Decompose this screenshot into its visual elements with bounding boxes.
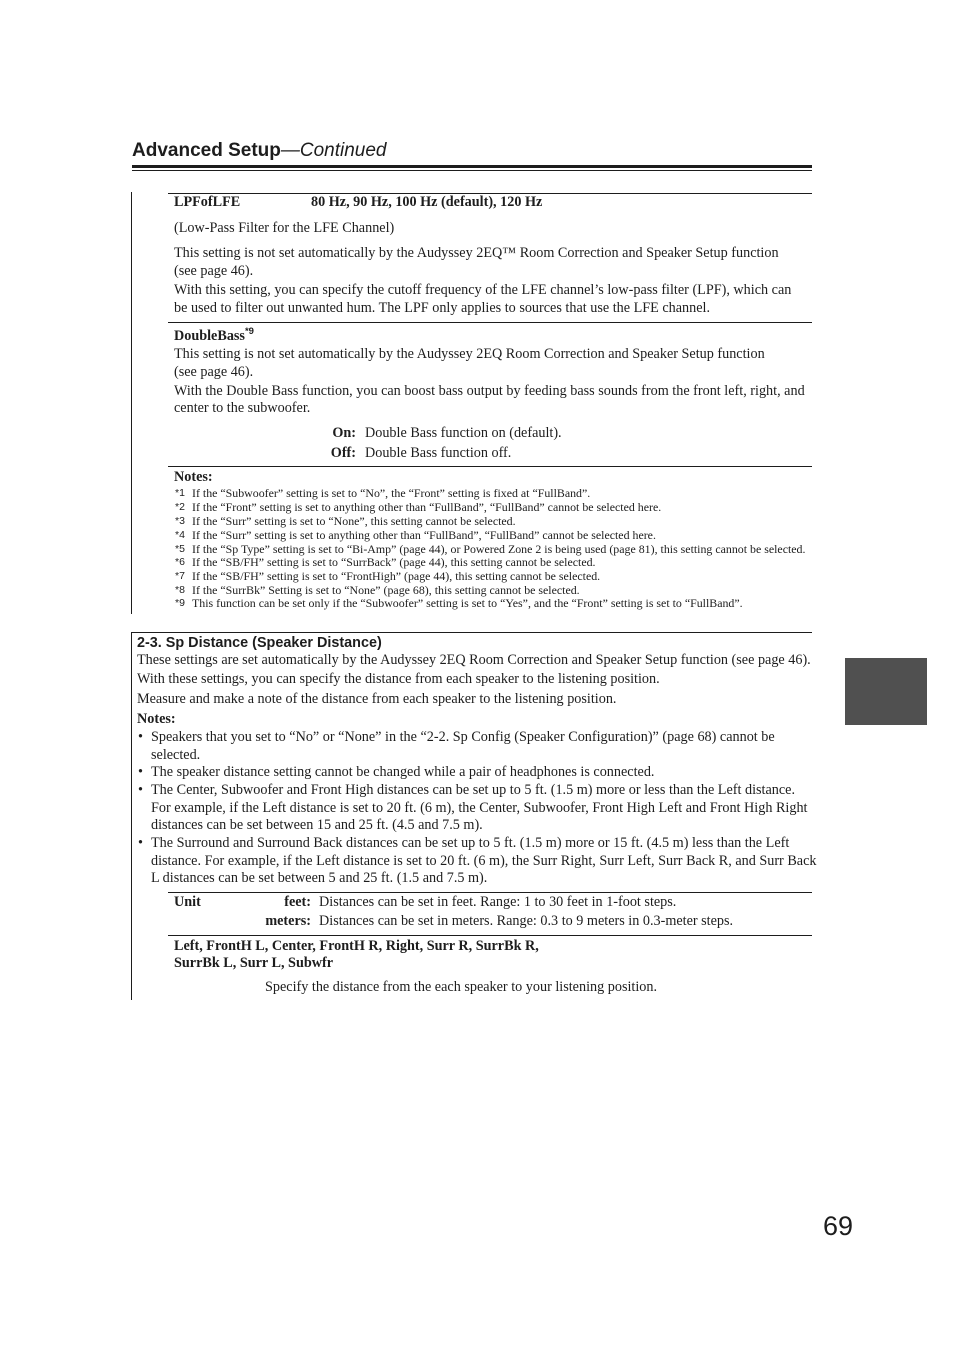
divider — [168, 322, 812, 323]
footnote-mark: *6 — [175, 556, 185, 568]
footnote-text: If the “Sp Type” setting is set to “Bi-Amp” (page 44), or Powered Zone 2 is being used (page 81), this setting cannot be selected. — [192, 542, 806, 556]
bullet-line: For example, if the Left distance is set to 20 ft. (6 m), the Center, Subwoofer, Front High Left and Front High Right — [151, 800, 808, 816]
bullet-icon: • — [138, 835, 143, 851]
footnote-text: If the “SB/FH” setting is set to “SurrBack” (page 44), this setting cannot be selected. — [192, 555, 596, 569]
double-bass-desc-line: With the Double Bass function, you can boost bass output by feeding bass sounds from the front left, right, and — [174, 383, 805, 399]
speaker-list-desc: Specify the distance from the each speaker to your listening position. — [265, 979, 658, 995]
option-key-off: Off: — [330, 445, 356, 461]
sp-distance-intro-line: With these settings, you can specify the distance from each speaker to the listening position. — [137, 671, 660, 687]
lpf-desc-line: With this setting, you can specify the cutoff frequency of the LFE channel’s low-pass filter (LPF), which can — [174, 282, 792, 298]
header-rule-thin — [132, 170, 812, 171]
unit-desc-meters: Distances can be set in meters. Range: 0.3 to 9 meters in 0.3-meter steps. — [319, 913, 734, 929]
option-desc-on: Double Bass function on (default). — [365, 425, 562, 441]
bullet-icon: • — [138, 764, 143, 780]
footnote-text: If the “SB/FH” setting is set to “FrontHigh” (page 44), this setting cannot be selected. — [192, 569, 601, 583]
section-header — [132, 139, 387, 163]
unit-label: Unit — [174, 894, 201, 910]
footnote-mark: *1 — [175, 487, 185, 499]
double-bass-desc-line: This setting is not set automatically by the Audyssey 2EQ Room Correction and Speaker Setup function — [174, 346, 765, 362]
header-continued: —Continued — [280, 140, 387, 161]
divider — [168, 466, 812, 467]
speaker-list-line: Left, FrontH L, Center, FrontH R, Right, Surr R, SurrBk R, — [174, 938, 539, 954]
footnote-mark: *4 — [175, 529, 185, 541]
bullet-line: The Surround and Surround Back distances can be set up to 5 ft. (1.5 m) more or 15 ft. (4.5 m) less than the Left — [151, 835, 790, 851]
footnote-text: If the “Subwoofer” setting is set to “No”, the “Front” setting is fixed at “FullBand”. — [192, 486, 591, 500]
footnote-ref: *9 — [244, 326, 254, 337]
double-bass-desc-line: (see page 46). — [174, 364, 254, 380]
unit-desc-feet: Distances can be set in feet. Range: 1 to 30 feet in 1-foot steps. — [319, 894, 677, 910]
footnote-mark: *2 — [175, 501, 185, 513]
lpf-values: 80 Hz, 90 Hz, 100 Hz (default), 120 Hz — [311, 194, 543, 210]
footnote-mark: *3 — [175, 515, 185, 527]
lpf-label: LPFofLFE — [174, 194, 241, 210]
header-title: Advanced Setup — [132, 140, 281, 161]
header-rule-thick — [132, 165, 812, 168]
footnote-mark: *7 — [175, 570, 185, 582]
footnote-text: This function can be set only if the “Subwoofer” setting is set to “Yes”, and the “Front” setting is set to “FullBand”. — [192, 596, 743, 610]
notes-title: Notes: — [174, 469, 213, 485]
lpf-desc-line: be used to filter out unwanted hum. The LPF only applies to sources that use the LFE channel. — [174, 300, 711, 316]
bullet-icon: • — [138, 782, 143, 798]
double-bass-desc-line: center to the subwoofer. — [174, 400, 311, 416]
footnote-mark: *8 — [175, 584, 185, 596]
sp-distance-intro-line: Measure and make a note of the distance from each speaker to the listening position. — [137, 691, 617, 707]
footnote-mark: *9 — [175, 597, 185, 609]
bullet-line: L distances can be set between 5 and 25 ft. (1.5 and 7.5 m). — [151, 870, 488, 886]
bullet-icon: • — [138, 729, 143, 745]
footnote-text: If the “SurrBk” Setting is set to “None” (page 68), this setting cannot be selected. — [192, 583, 580, 597]
option-desc-off: Double Bass function off. — [365, 445, 512, 461]
speaker-list-line: SurrBk L, Surr L, Subwfr — [174, 955, 333, 971]
bullet-line: Speakers that you set to “No” or “None” in the “2-2. Sp Config (Speaker Configuration)” (page 68) cannot be — [151, 729, 775, 745]
footnote-mark: *5 — [175, 543, 185, 555]
unit-key-feet: feet: — [284, 894, 311, 910]
bullet-line: The speaker distance setting cannot be changed while a pair of headphones is connected. — [151, 764, 655, 780]
bullet-line: The Center, Subwoofer and Front High distances can be set up to 5 ft. (1.5 m) more or less than the Left distance. — [151, 782, 796, 798]
double-bass-heading — [174, 327, 254, 345]
page-number: 69 — [823, 1211, 854, 1241]
footnote-text: If the “Surr” setting is set to “None”, this setting cannot be selected. — [192, 514, 516, 528]
sp-distance-intro-line: These settings are set automatically by the Audyssey 2EQ Room Correction and Speaker Setup function (see page 46). — [137, 652, 811, 668]
lpf-desc-line: (see page 46). — [174, 263, 254, 279]
chapter-side-tab — [845, 658, 927, 725]
divider — [168, 935, 812, 936]
footnote-text: If the “Surr” setting is set to anything other than “FullBand”, “FullBand” cannot be selected here. — [192, 528, 656, 542]
bullet-line: selected. — [151, 747, 201, 763]
lpf-subtitle: (Low-Pass Filter for the LFE Channel) — [174, 220, 395, 236]
footnote-text: If the “Front” setting is set to anything other than “FullBand”, “FullBand” cannot be selected here. — [192, 500, 662, 514]
section-left-bar — [131, 632, 132, 1000]
lpf-desc-line: This setting is not set automatically by the Audyssey 2EQ™ Room Correction and Speaker Setup function — [174, 245, 779, 261]
section-left-bar — [131, 192, 132, 614]
unit-key-meters: meters: — [265, 913, 311, 929]
double-bass-label: DoubleBass — [174, 328, 245, 344]
bullet-line: distances can be set between 15 and 25 ft. (4.5 and 7.5 m). — [151, 817, 483, 833]
sp-distance-heading: 2-3. Sp Distance (Speaker Distance) — [137, 635, 382, 651]
bullet-line: distance. For example, if the Left distance is set to 20 ft. (6 m), the Surr Right, Surr Left, Surr Back R, and Surr Back — [151, 853, 817, 869]
section-rule — [131, 632, 812, 633]
sp-distance-notes-title: Notes: — [137, 711, 176, 727]
option-key-on: On: — [332, 425, 356, 441]
